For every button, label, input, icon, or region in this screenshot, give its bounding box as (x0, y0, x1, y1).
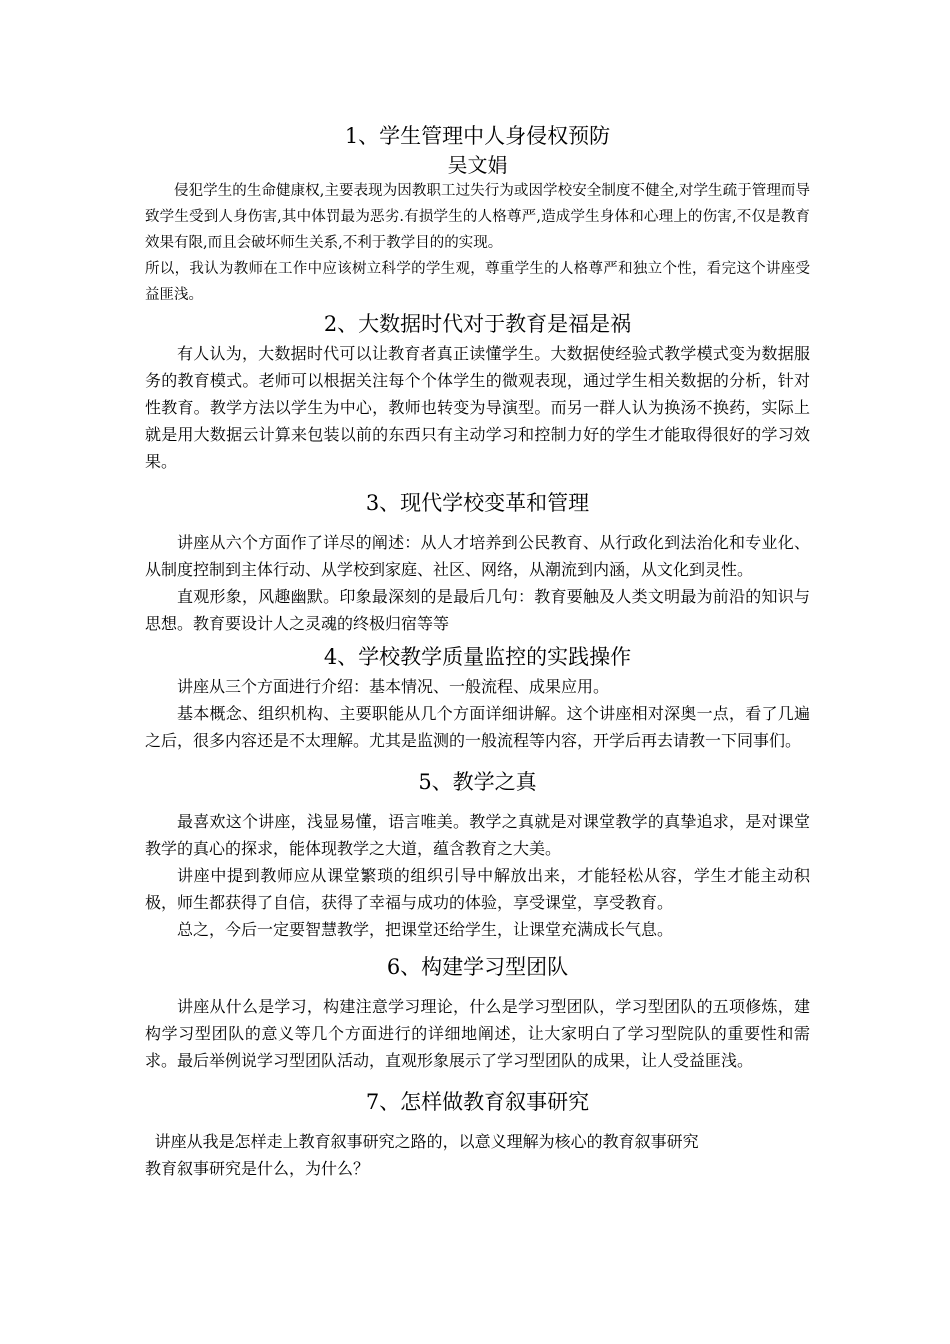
paragraph: 讲座中提到教师应从课堂繁琐的组织引导中解放出来，才能轻松从容，学生才能主动积极，师生都获得了自信，获得了幸福与成功的体验，享受课堂，享受教育。 (145, 866, 810, 912)
author-name: 吴文娟 (447, 153, 508, 177)
section-title: 3、现代学校变革和管理 (365, 491, 590, 515)
section-title: 5、教学之真 (418, 770, 537, 794)
paragraph: 教育叙事研究是什么，为什么？ (145, 1159, 370, 1178)
section-title: 1、学生管理中人身侵权预防 (344, 124, 611, 148)
paragraph: 直观形象，风趣幽默。印象最深刻的是最后几句：教育要触及人类文明最为前沿的知识与思想。教育要设计人之灵魂的终极归宿等等 (145, 587, 810, 633)
paragraph: 讲座从三个方面进行介绍：基本情况、一般流程、成果应用。 (177, 677, 610, 696)
paragraph: 总之，今后一定要智慧教学，把课堂还给学生，让课堂充满成长气息。 (177, 920, 674, 939)
section-title: 4、学校教学质量监控的实践操作 (323, 645, 632, 669)
paragraph: 有人认为，大数据时代可以让教育者真正读懂学生。大数据使经验式教学模式变为数据服务的教育模式。老师可以根据关注每个个体学生的微观表现，通过学生相关数据的分析，针对性教育。教学方法以学生为中心，教师也转变为导演型。而另一群人认为换汤不换药，实际上就是用大数据云计算来包装以前的东西只有主动学习和控制力好的学生才能取得很好的学习效果。 (145, 344, 810, 471)
paragraph: 侵犯学生的生命健康权,主要表现为因教职工过失行为或因学校安全制度不健全,对学生疏于管理而导致学生受到人身伤害,其中体罚最为恶劣.有损学生的人格尊严,造成学生身体和心理上的伤害,不仅是教育效果有限,而且会破坏师生关系,不利于教学目的的实现。 (145, 183, 810, 251)
paragraph: 最喜欢这个讲座，浅显易懂，语言唯美。教学之真就是对课堂教学的真挚追求，是对课堂教学的真心的探求，能体现教学之大道，蕴含教育之大美。 (145, 812, 810, 858)
paragraph: 讲座从我是怎样走上教育叙事研究之路的，以意义理解为核心的教育叙事研究 (154, 1132, 699, 1151)
paragraph: 所以，我认为教师在工作中应该树立科学的学生观，尊重学生的人格尊严和独立个性，看完这个讲座受益匪浅。 (145, 261, 810, 303)
document-body (145, 120, 810, 1182)
paragraph: 讲座从六个方面作了详尽的阐述：从人才培养到公民教育、从行政化到法治化和专业化、从制度控制到主体行动、从学校到家庭、社区、网络，从潮流到内涵，从文化到灵性。 (145, 533, 810, 579)
section-title: 2、大数据时代对于教育是福是祸 (323, 312, 632, 336)
paragraph: 讲座从什么是学习，构建注意学习理论，什么是学习型团队，学习型团队的五项修炼，建构学习型团队的意义等几个方面进行的详细地阐述，让大家明白了学习型院队的重要性和需求。最后举例说学习型团队活动，直观形象展示了学习型团队的成果，让人受益匪浅。 (145, 997, 810, 1070)
paragraph: 基本概念、组织机构、主要职能从几个方面详细讲解。这个讲座相对深奥一点，看了几遍之后，很多内容还是不太理解。尤其是监测的一般流程等内容，开学后再去请教一下同事们。 (145, 704, 810, 750)
section-title: 7、怎样做教育叙事研究 (365, 1090, 590, 1114)
section-title: 6、构建学习型团队 (386, 955, 569, 979)
